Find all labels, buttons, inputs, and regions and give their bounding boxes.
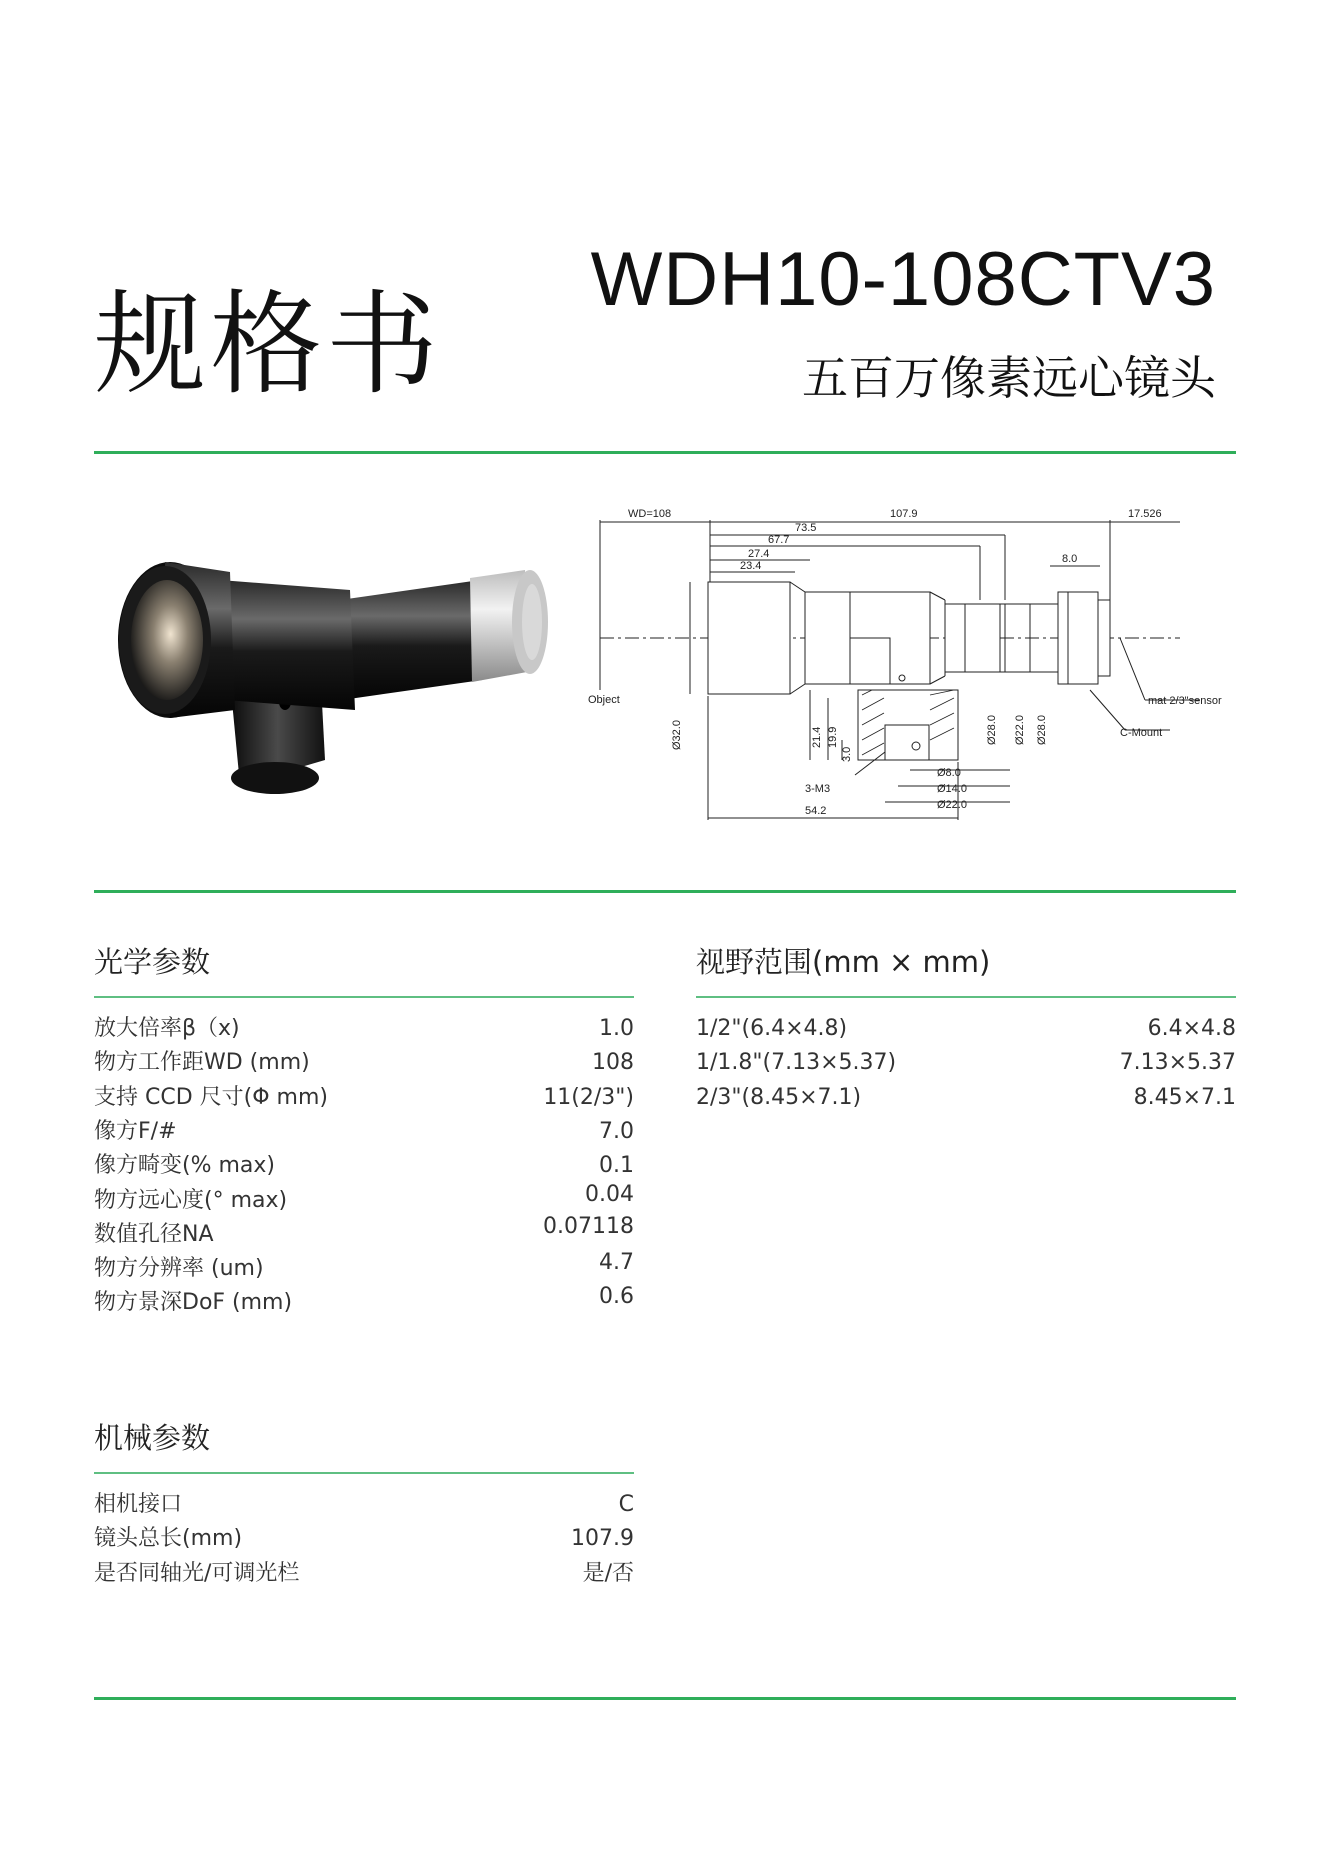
object-label: Object <box>588 694 620 706</box>
dim-phi8: Ø8.0 <box>937 767 961 779</box>
mechanical-divider <box>94 1472 634 1474</box>
table-row <box>94 1046 634 1080</box>
dim-wd: WD=108 <box>628 508 672 520</box>
dim-54-2: 54.2 <box>805 805 827 817</box>
table-row <box>94 1557 634 1591</box>
row-value: 0.07118 <box>543 1214 634 1239</box>
dim-67-7: 67.7 <box>768 534 790 546</box>
table-row <box>94 1252 634 1286</box>
dim-phi28a: Ø28.0 <box>986 715 998 745</box>
fov-table <box>696 1012 1236 1122</box>
row-value: 7.0 <box>599 1119 634 1144</box>
row-label: 1/1.8"(7.13×5.37) <box>696 1050 897 1075</box>
row-value: 0.6 <box>599 1284 634 1309</box>
table-row <box>696 1012 1236 1046</box>
header-divider <box>94 451 1236 454</box>
row-label: 像方F/# <box>94 1119 177 1144</box>
image-divider <box>94 890 1236 893</box>
mechanical-section-title: 机械参数 <box>94 1421 211 1455</box>
table-row <box>696 1046 1236 1080</box>
dimension-drawing <box>580 500 1245 830</box>
table-row <box>94 1115 634 1149</box>
optical-table <box>94 1012 634 1332</box>
dim-phi32: Ø32.0 <box>671 720 683 750</box>
row-label: 2/3"(8.45×7.1) <box>696 1085 862 1110</box>
dim-17-526: 17.526 <box>1128 508 1162 520</box>
dim-3-0: 3.0 <box>841 746 853 762</box>
dim-phi28b: Ø28.0 <box>1036 715 1048 745</box>
dim-8-0: 8.0 <box>1062 553 1078 565</box>
row-value: 4.7 <box>599 1250 634 1275</box>
row-label: 支持 CCD 尺寸(Φ mm) <box>94 1085 328 1110</box>
dim-27-4: 27.4 <box>748 548 770 560</box>
row-value: 8.45×7.1 <box>1133 1085 1236 1110</box>
dim-107-9: 107.9 <box>890 508 918 520</box>
row-label: 相机接口 <box>94 1492 183 1517</box>
table-row <box>94 1286 634 1320</box>
optical-divider <box>94 996 634 998</box>
row-label: 是否同轴光/可调光栏 <box>94 1561 300 1586</box>
row-value: 是/否 <box>582 1561 634 1586</box>
dim-19-9: 19.9 <box>827 726 839 748</box>
row-value: 6.4×4.8 <box>1147 1016 1236 1041</box>
dim-23-4: 23.4 <box>740 560 762 572</box>
table-row <box>94 1488 634 1522</box>
row-label: 数值孔径NA <box>94 1222 214 1247</box>
row-value: C <box>618 1492 634 1517</box>
table-row <box>94 1522 634 1556</box>
lens-photo <box>110 560 550 800</box>
row-value: 107.9 <box>571 1526 634 1551</box>
row-label: 镜头总长(mm) <box>94 1526 243 1551</box>
row-label: 物方景深DoF (mm) <box>94 1290 293 1315</box>
mechanical-table <box>94 1488 634 1598</box>
dim-73-5: 73.5 <box>795 522 817 534</box>
table-row <box>94 1214 634 1252</box>
cmount-label: C-Mount <box>1120 727 1163 739</box>
page-title: 规格书 <box>94 280 442 410</box>
optical-section-title: 光学参数 <box>94 945 211 979</box>
dim-phi22a: Ø22.0 <box>1014 715 1026 745</box>
dim-21-4: 21.4 <box>811 726 823 748</box>
row-label: 放大倍率β（x) <box>94 1016 240 1041</box>
dim-phi14: Ø14.0 <box>937 783 967 795</box>
row-value: 7.13×5.37 <box>1119 1050 1236 1075</box>
fov-divider <box>696 996 1236 998</box>
footer-divider <box>94 1697 1236 1700</box>
product-subtitle: 五百万像素远心镜头 <box>802 351 1216 405</box>
fov-section-title: 视野范围(mm × mm) <box>696 945 991 979</box>
table-row <box>94 1081 634 1115</box>
model-number: WDH10-108CTV3 <box>590 237 1216 322</box>
dim-3-m3: 3-M3 <box>805 783 831 795</box>
row-label: 像方畸变(% max) <box>94 1153 275 1178</box>
row-value: 0.04 <box>585 1182 634 1207</box>
table-row <box>696 1081 1236 1115</box>
table-row <box>94 1149 634 1183</box>
row-label: 1/2"(6.4×4.8) <box>696 1016 848 1041</box>
row-value: 11(2/3") <box>543 1085 634 1110</box>
row-label: 物方分辨率 (um) <box>94 1256 264 1281</box>
row-value: 0.1 <box>599 1153 634 1178</box>
sensor-label: mat 2/3"sensor <box>1148 695 1222 707</box>
row-value: 1.0 <box>599 1016 634 1041</box>
row-value: 108 <box>592 1050 634 1075</box>
table-row <box>94 1012 634 1046</box>
row-label: 物方远心度(° max) <box>94 1188 288 1213</box>
dim-phi22b: Ø22.0 <box>937 799 967 811</box>
row-label: 物方工作距WD (mm) <box>94 1050 310 1075</box>
